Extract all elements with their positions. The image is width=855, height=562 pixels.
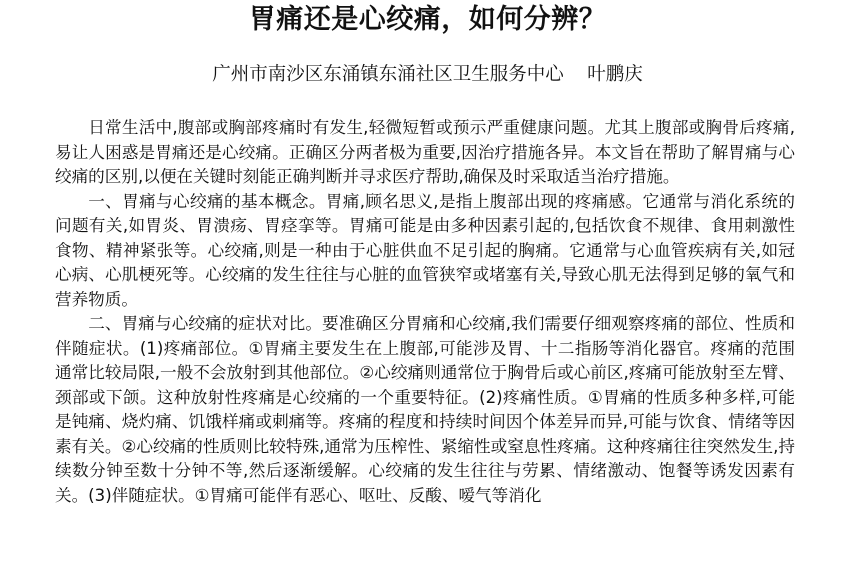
paragraph-intro: 日常生活中,腹部或胸部疼痛时有发生,轻微短暂或预示严重健康问题。尤其上腹部或胸骨后疼痛,易让人困惑是胃痛还是心绞痛。正确区分两者极为重要,因治疗措施各异。本文旨在帮助了解胃痛与心绞痛的区别,以便在关键时刻能正确判断并寻求医疗帮助,确保及时采取适当治疗措施。 (55, 118, 795, 186)
paragraph-basic-concepts: 一、胃痛与心绞痛的基本概念。胃痛,顾名思义,是指上腹部出现的疼痛感。它通常与消化系统的问题有关,如胃炎、胃溃疡、胃痉挛等。胃痛可能是由多种因素引起的,包括饮食不规律、食用刺激性食物、精神紧张等。心绞痛,则是一种由于心脏供血不足引起的胸痛。它通常与心血管疾病有关,如冠心病、心肌梗死等。心绞痛的发生往往与心脏的血管狭窄或堵塞有关,导致心肌无法得到足够的氧气和营养物质。 (55, 191, 795, 309)
article-title: 胃痛还是心绞痛，如何分辨？ (248, 4, 607, 35)
paragraph-symptom-comparison: 二、胃痛与心绞痛的症状对比。要准确区分胃痛和心绞痛,我们需要仔细观察疼痛的部位、性质和伴随症状。(1)疼痛部位。①胃痛主要发生在上腹部,可能涉及胃、十二指肠等消化器官。疼痛的范围通常比较局限,一般不会放射到其他部位。②心绞痛则通常位于胸骨后或心前区,疼痛可能放射至左臂、颈部或下颌。这种放射性疼痛是心绞痛的一个重要特征。(2)疼痛性质。①胃痛的性质多种多样,可能是钝痛、烧灼痛、饥饿样痛或刺痛等。疼痛的程度和持续时间因个体差异而异,可能与饮食、情绪等因素有关。②心绞痛的性质则比较特殊,通常为压榨性、紧缩性或窒息性疼痛。这种疼痛往往突然发生,持续数分钟至数十分钟不等,然后逐渐缓解。心绞痛的发生往往与劳累、情绪激动、饱餐等诱发因素有关。(3)伴随症状。①胃痛可能伴有恶心、呕吐、反酸、嗳气等消化 (55, 314, 795, 505)
article-body (55, 116, 795, 508)
author-byline: 广州市南沙区东涌镇东涌社区卫生服务中心 叶鹏庆 (212, 64, 643, 85)
